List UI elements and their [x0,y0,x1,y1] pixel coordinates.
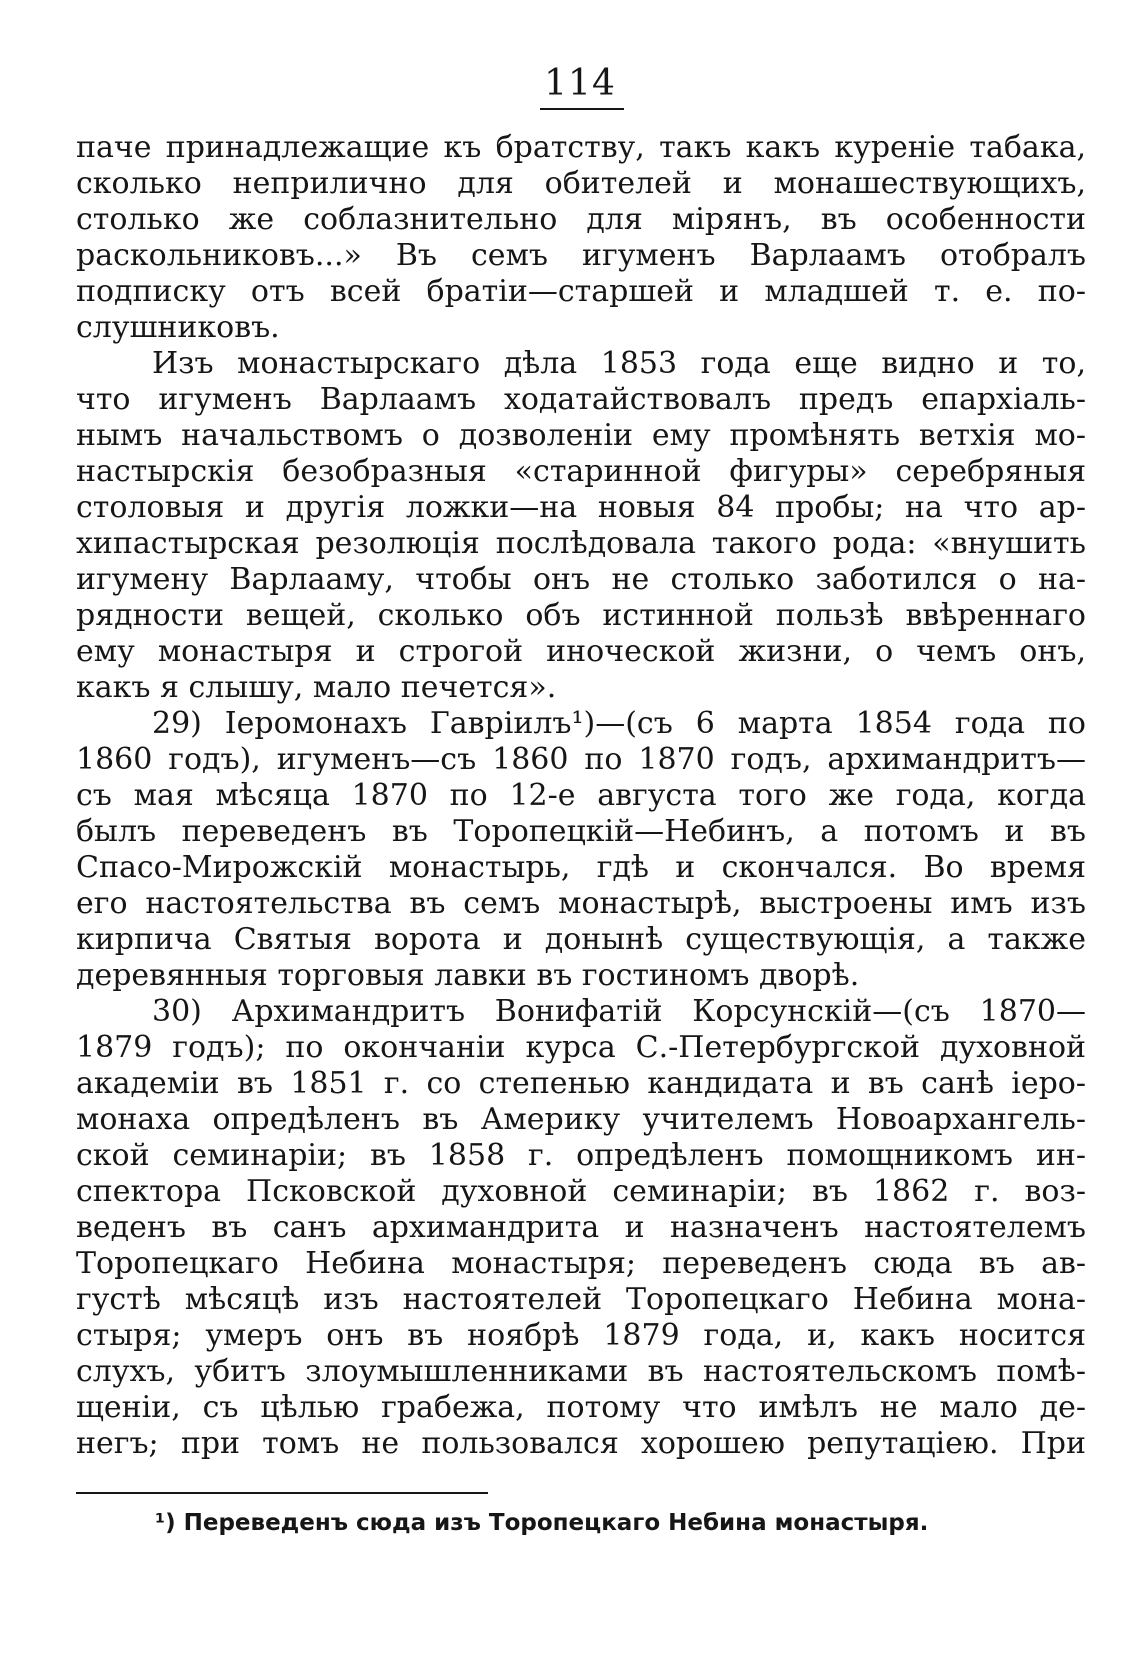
text-line: слушниковъ. [76,310,280,345]
footnote-rule [76,1492,488,1494]
text-line: веденъ въ санъ архимандрита и назначенъ настоятелемъ [76,1210,1086,1245]
text-line: ской семинаріи; въ 1858 г. опредѣленъ помощникомъ ин- [76,1138,1086,1173]
text-line: какъ я слышу, мало печется». [76,670,557,705]
text-line: столовыя и другія ложки—на новыя 84 пробы; на что ар- [76,490,1086,525]
text-line: что игуменъ Варлаамъ ходатайствовалъ предъ епархіаль- [76,382,1086,417]
text-line: настырскія безобразныя «старинной фигуры» серебряныя [76,454,1086,489]
text-line: нымъ начальствомъ о дозволеніи ему промѣнять ветхія мо- [76,418,1086,453]
text-line: 29) Іеромонахъ Гавріилъ¹)—(съ 6 марта 1854 года по [152,706,1086,741]
text-line: сколько неприлично для обителей и монашествующихъ, [76,166,1086,201]
text-line: его настоятельства въ семъ монастырѣ, выстроены имъ изъ [76,886,1086,921]
text-line: негъ; при томъ не пользовался хорошею репутаціею. При [76,1426,1086,1461]
text-line: паче принадлежащие къ братству, такъ какъ куреніе табака, [76,130,1086,165]
page-number: 114 [544,63,616,104]
text-line: деревянныя торговыя лавки въ гостиномъ дворѣ. [76,958,860,993]
text-line: съ мая мѣсяца 1870 по 12-е августа того же года, когда [76,778,1086,813]
text-line: монаха опредѣленъ въ Америку учителемъ Новоархангель- [76,1102,1086,1137]
text-line: слухъ, убитъ злоумышленниками въ настоятельскомъ помѣ- [76,1354,1086,1389]
text-line: подписку отъ всей братіи—старшей и младшей т. е. по- [76,274,1086,309]
text-line: 1860 годъ), игуменъ—съ 1860 по 1870 годъ, архимандритъ— [76,742,1086,777]
footnote-marker: ¹) [155,1510,176,1536]
text-line: Изъ монастырскаго дѣла 1853 года еще видно и то, [152,346,1086,381]
text-line: 30) Архимандритъ Вонифатій Корсунскій—(съ 1870— [152,994,1086,1029]
footnote [155,1508,1055,1538]
text-line: щеніи, съ цѣлью грабежа, потому что имѣлъ не мало де- [76,1390,1086,1425]
text-line: ему монастыря и строгой иноческой жизни, о чемъ онъ, [76,634,1086,669]
text-line: Спасо-Мирожскій монастырь, гдѣ и скончался. Во время [76,850,1086,885]
body-text [76,130,1086,1462]
text-line: кирпича Святыя ворота и донынѣ существующія, а также [76,922,1086,957]
page-number-rule [540,108,624,110]
footnote-text: Переведенъ сюда изъ Торопецкаго Небина монастыря. [183,1510,929,1536]
text-line: академіи въ 1851 г. со степенью кандидата и въ санѣ іеро- [76,1066,1086,1101]
text-line: Торопецкаго Небина монастыря; переведенъ сюда въ ав- [76,1246,1086,1281]
text-line: 1879 годъ); по окончаніи курса С.-Петербургской духовной [76,1030,1086,1065]
text-line: былъ переведенъ въ Торопецкій—Небинъ, а потомъ и въ [76,814,1086,849]
text-line: стыря; умеръ онъ въ ноябрѣ 1879 года, и, какъ носится [76,1318,1086,1353]
text-line: хипастырская резолюція послѣдовала такого рода: «внушить [76,526,1086,561]
text-line: игумену Варлааму, чтобы онъ не столько заботился о на- [76,562,1086,597]
text-line: рядности вещей, сколько объ истинной пользѣ ввѣреннаго [76,598,1086,633]
text-line: столько же соблазнительно для мірянъ, въ особенности [76,202,1086,237]
text-line: раскольниковъ...» Въ семъ игуменъ Варлаамъ отобралъ [76,238,1086,273]
text-line: густѣ мѣсяцѣ изъ настоятелей Торопецкаго Небина мона- [76,1282,1086,1317]
text-line: спектора Псковской духовной семинаріи; въ 1862 г. воз- [76,1174,1086,1209]
